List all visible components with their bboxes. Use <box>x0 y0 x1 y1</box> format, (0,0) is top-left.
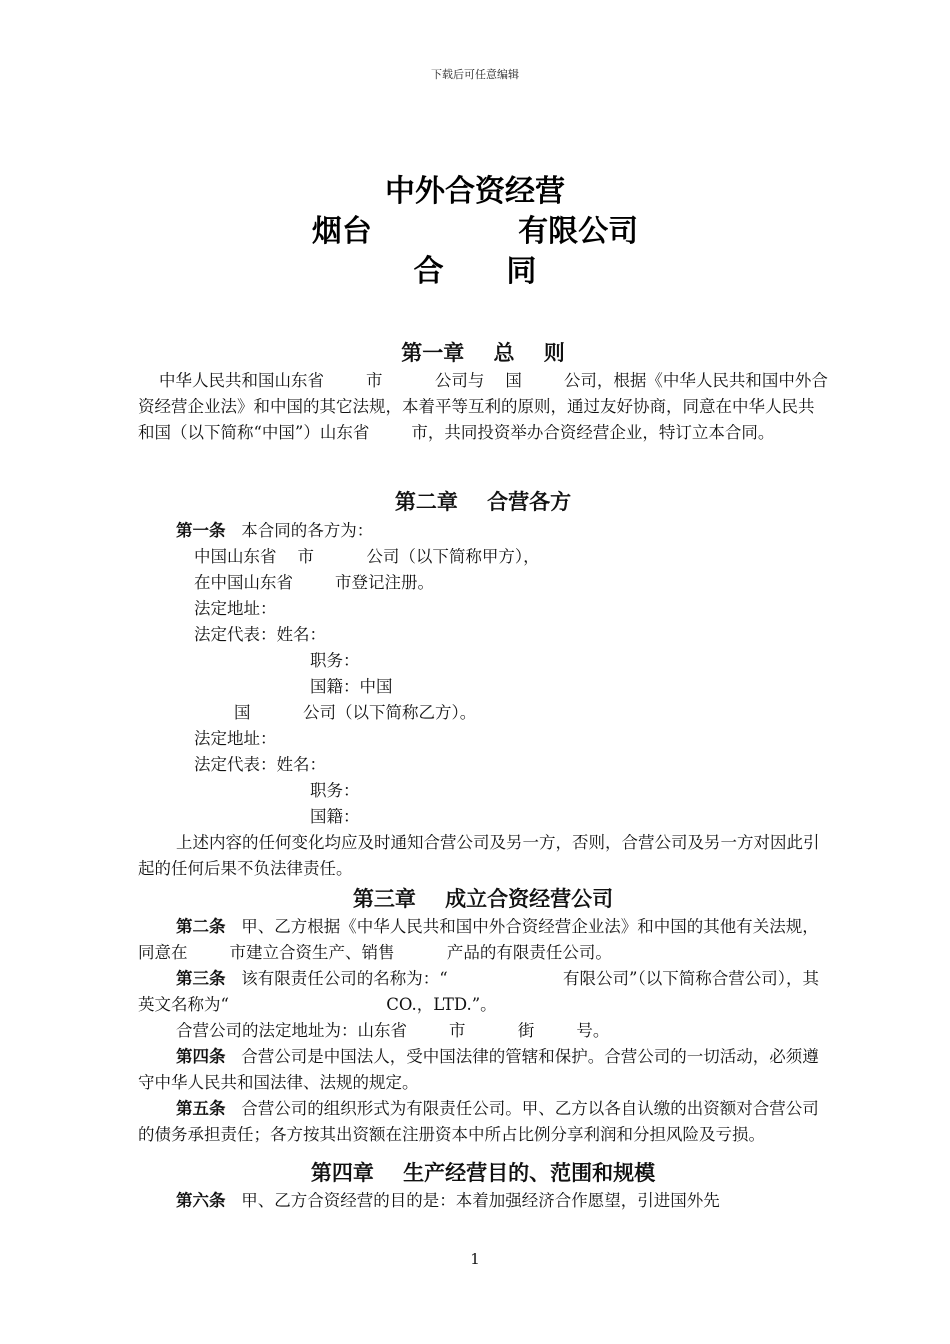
article-2-text: 甲、乙方根据《中华人民共和国中外合资经营企业法》和中国的其他有关法规，同意在 市建立合资生产、销售 产品的有限责任公司。 <box>138 917 819 962</box>
chapter-1-paragraph: 中华人民共和国山东省 市 公司与 国 公司，根据《中华人民共和国中外合资经营企业法》和中国的其它法规，本着平等互利的原则，通过友好协商，同意在中华人民共和国（以下简称“中国”）山东省 市，共同投资举办合资经营企业，特订立本合同。 <box>138 371 828 442</box>
article-1-label: 第一条 <box>176 521 226 540</box>
article-3-label: 第三条 <box>176 969 226 988</box>
article-6 <box>138 1188 828 1214</box>
chapter-2-title: 第二章 合营各方 <box>394 489 572 514</box>
party-a-name: 中国山东省 市 公司（以下简称甲方）， <box>194 547 540 566</box>
chapter-1-title: 第一章 总 则 <box>401 340 565 365</box>
chapter-1 <box>138 338 828 446</box>
article-5-label: 第五条 <box>176 1099 226 1118</box>
article-4 <box>138 1044 828 1096</box>
article-4-label: 第四条 <box>176 1047 226 1066</box>
chapter-3-title: 第三章 成立合资经营公司 <box>352 886 614 911</box>
party-b-representative: 法定代表：姓名： <box>194 755 326 774</box>
article-2 <box>138 914 828 966</box>
contract-title <box>0 172 950 292</box>
header-note: 下载后可任意编辑 <box>431 68 519 81</box>
chapter-4 <box>138 1158 828 1214</box>
party-b-nationality: 国籍： <box>310 807 360 826</box>
party-a-address: 法定地址： <box>194 599 277 618</box>
article-6-text: 甲、乙方合资经营的目的是：本着加强经济合作愿望，引进国外先 <box>225 1191 720 1210</box>
article-5 <box>138 1096 828 1148</box>
chapter-4-title: 第四章 生产经营目的、范围和规模 <box>310 1160 656 1185</box>
article-1 <box>138 518 828 544</box>
party-a-position: 职务： <box>310 651 360 670</box>
chapter-2 <box>138 486 828 882</box>
party-b-position: 职务： <box>310 781 360 800</box>
party-b-name: 国 公司（以下简称乙方）。 <box>234 703 477 722</box>
article-3 <box>138 966 828 1018</box>
party-a-representative: 法定代表：姓名： <box>194 625 326 644</box>
article-2-label: 第二条 <box>176 917 226 936</box>
party-b-address: 法定地址： <box>194 729 277 748</box>
article-4-text: 合营公司是中国法人，受中国法律的管辖和保护。合营公司的一切活动，必须遵守中华人民共和国法律、法规的规定。 <box>138 1047 819 1092</box>
title-line-2: 烟台 有限公司 <box>311 214 639 249</box>
chapter-3 <box>138 884 828 1148</box>
party-a-nationality: 国籍：中国 <box>310 677 393 696</box>
article-6-label: 第六条 <box>176 1191 226 1210</box>
title-line-3: 合 同 <box>413 254 537 289</box>
article-3-text: 该有限责任公司的名称为：“ 有限公司”（以下简称合营公司），其英文名称为“ CO.，LTD.”。 <box>138 969 819 1014</box>
title-line-1: 中外合资经营 <box>385 174 565 209</box>
company-address: 合营公司的法定地址为：山东省 市 街 号。 <box>176 1021 610 1040</box>
change-notice: 上述内容的任何变化均应及时通知合营公司及另一方，否则，合营公司及另一方对因此引起的任何后果不负法律责任。 <box>138 833 820 878</box>
article-5-text: 合营公司的组织形式为有限责任公司。甲、乙方以各自认缴的出资额对合营公司的债务承担责任；各方按其出资额在注册资本中所占比例分享利润和分担风险及亏损。 <box>138 1099 819 1144</box>
party-a-registration: 在中国山东省 市登记注册。 <box>194 573 434 592</box>
page-number: 1 <box>470 1250 480 1268</box>
article-1-text: 本合同的各方为： <box>225 521 374 540</box>
